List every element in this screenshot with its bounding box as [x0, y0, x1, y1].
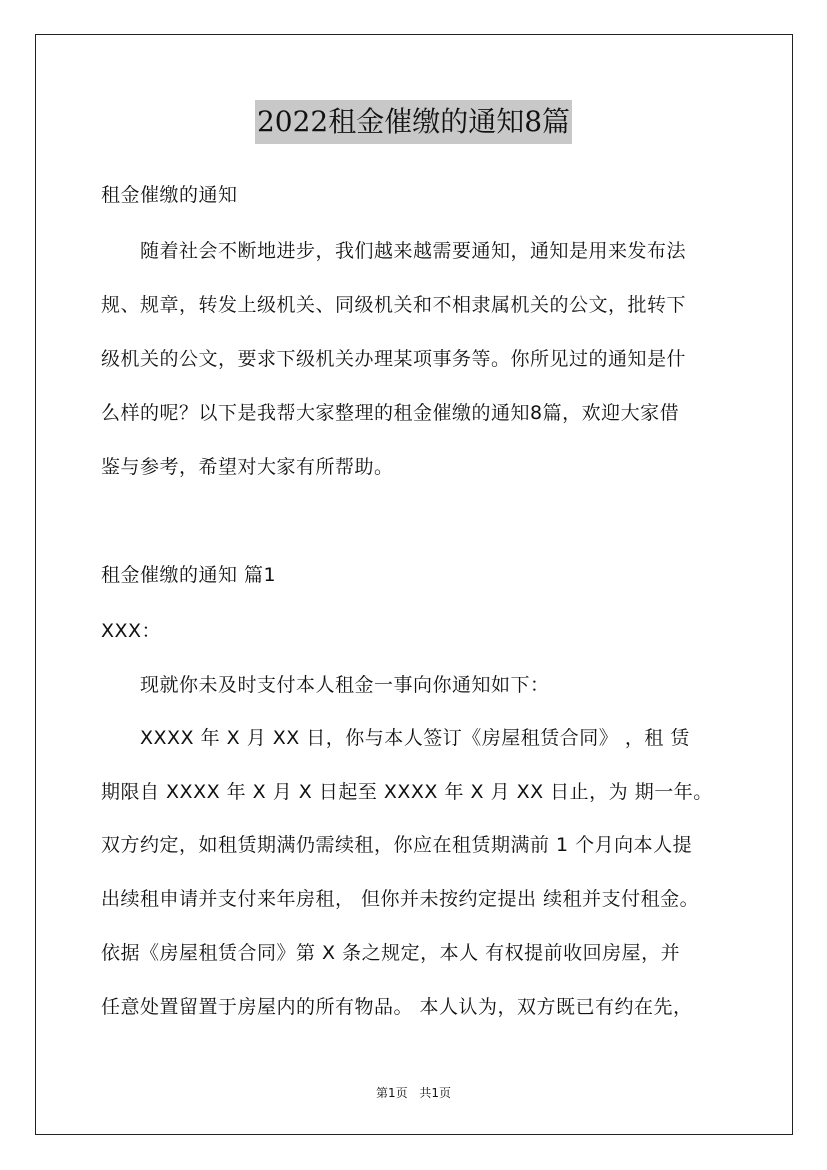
intro-line-2: 规、规章，转发上级机关、同级机关和不相隶属机关的公文，批转下 — [101, 294, 687, 316]
intro-line-1: 随着社会不断地进步，我们越来越需要通知，通知是用来发布法 — [101, 240, 687, 262]
document-heading: 租金催缴的通知 — [101, 184, 238, 206]
document-title: 2022租金催缴的通知8篇 — [255, 100, 572, 144]
body-line-3: 期限自 XXXX 年 X 月 X 日起至 XXXX 年 X 月 XX 日止，为 期一年。 — [101, 781, 713, 803]
body-line-5: 出续租申请并支付来年房租， 但你并未按约定提出 续租并支付租金。 — [101, 888, 700, 910]
body-line-2: XXXX 年 X 月 XX 日，你与本人签订《房屋租赁合同》 ，租 赁 — [101, 727, 690, 749]
salutation: XXX： — [101, 620, 162, 642]
intro-line-4: 么样的呢？以下是我帮大家整理的租金催缴的通知8篇，欢迎大家借 — [101, 402, 680, 424]
intro-line-3: 级机关的公文，要求下级机关办理某项事务等。你所见过的通知是什 — [101, 348, 687, 370]
page-number: 第1页 — [375, 1086, 408, 1100]
page-footer — [0, 1084, 827, 1101]
section-heading: 租金催缴的通知 篇1 — [101, 564, 277, 586]
body-line-4: 双方约定，如租赁期满仍需续租，你应在租赁期满前 1 个月向本人提 — [101, 834, 693, 856]
title-container — [0, 100, 827, 144]
body-line-1: 现就你未及时支付本人租金一事向你通知如下： — [101, 674, 550, 696]
intro-line-5: 鉴与参考，希望对大家有所帮助。 — [101, 456, 394, 478]
body-line-7: 任意处置留置于房屋内的所有物品。 本人认为，双方既已有约在先， — [101, 996, 693, 1018]
body-line-6: 依据《房屋租赁合同》第 X 条之规定，本人 有权提前收回房屋，并 — [101, 942, 681, 964]
page-total: 共1页 — [419, 1086, 452, 1100]
